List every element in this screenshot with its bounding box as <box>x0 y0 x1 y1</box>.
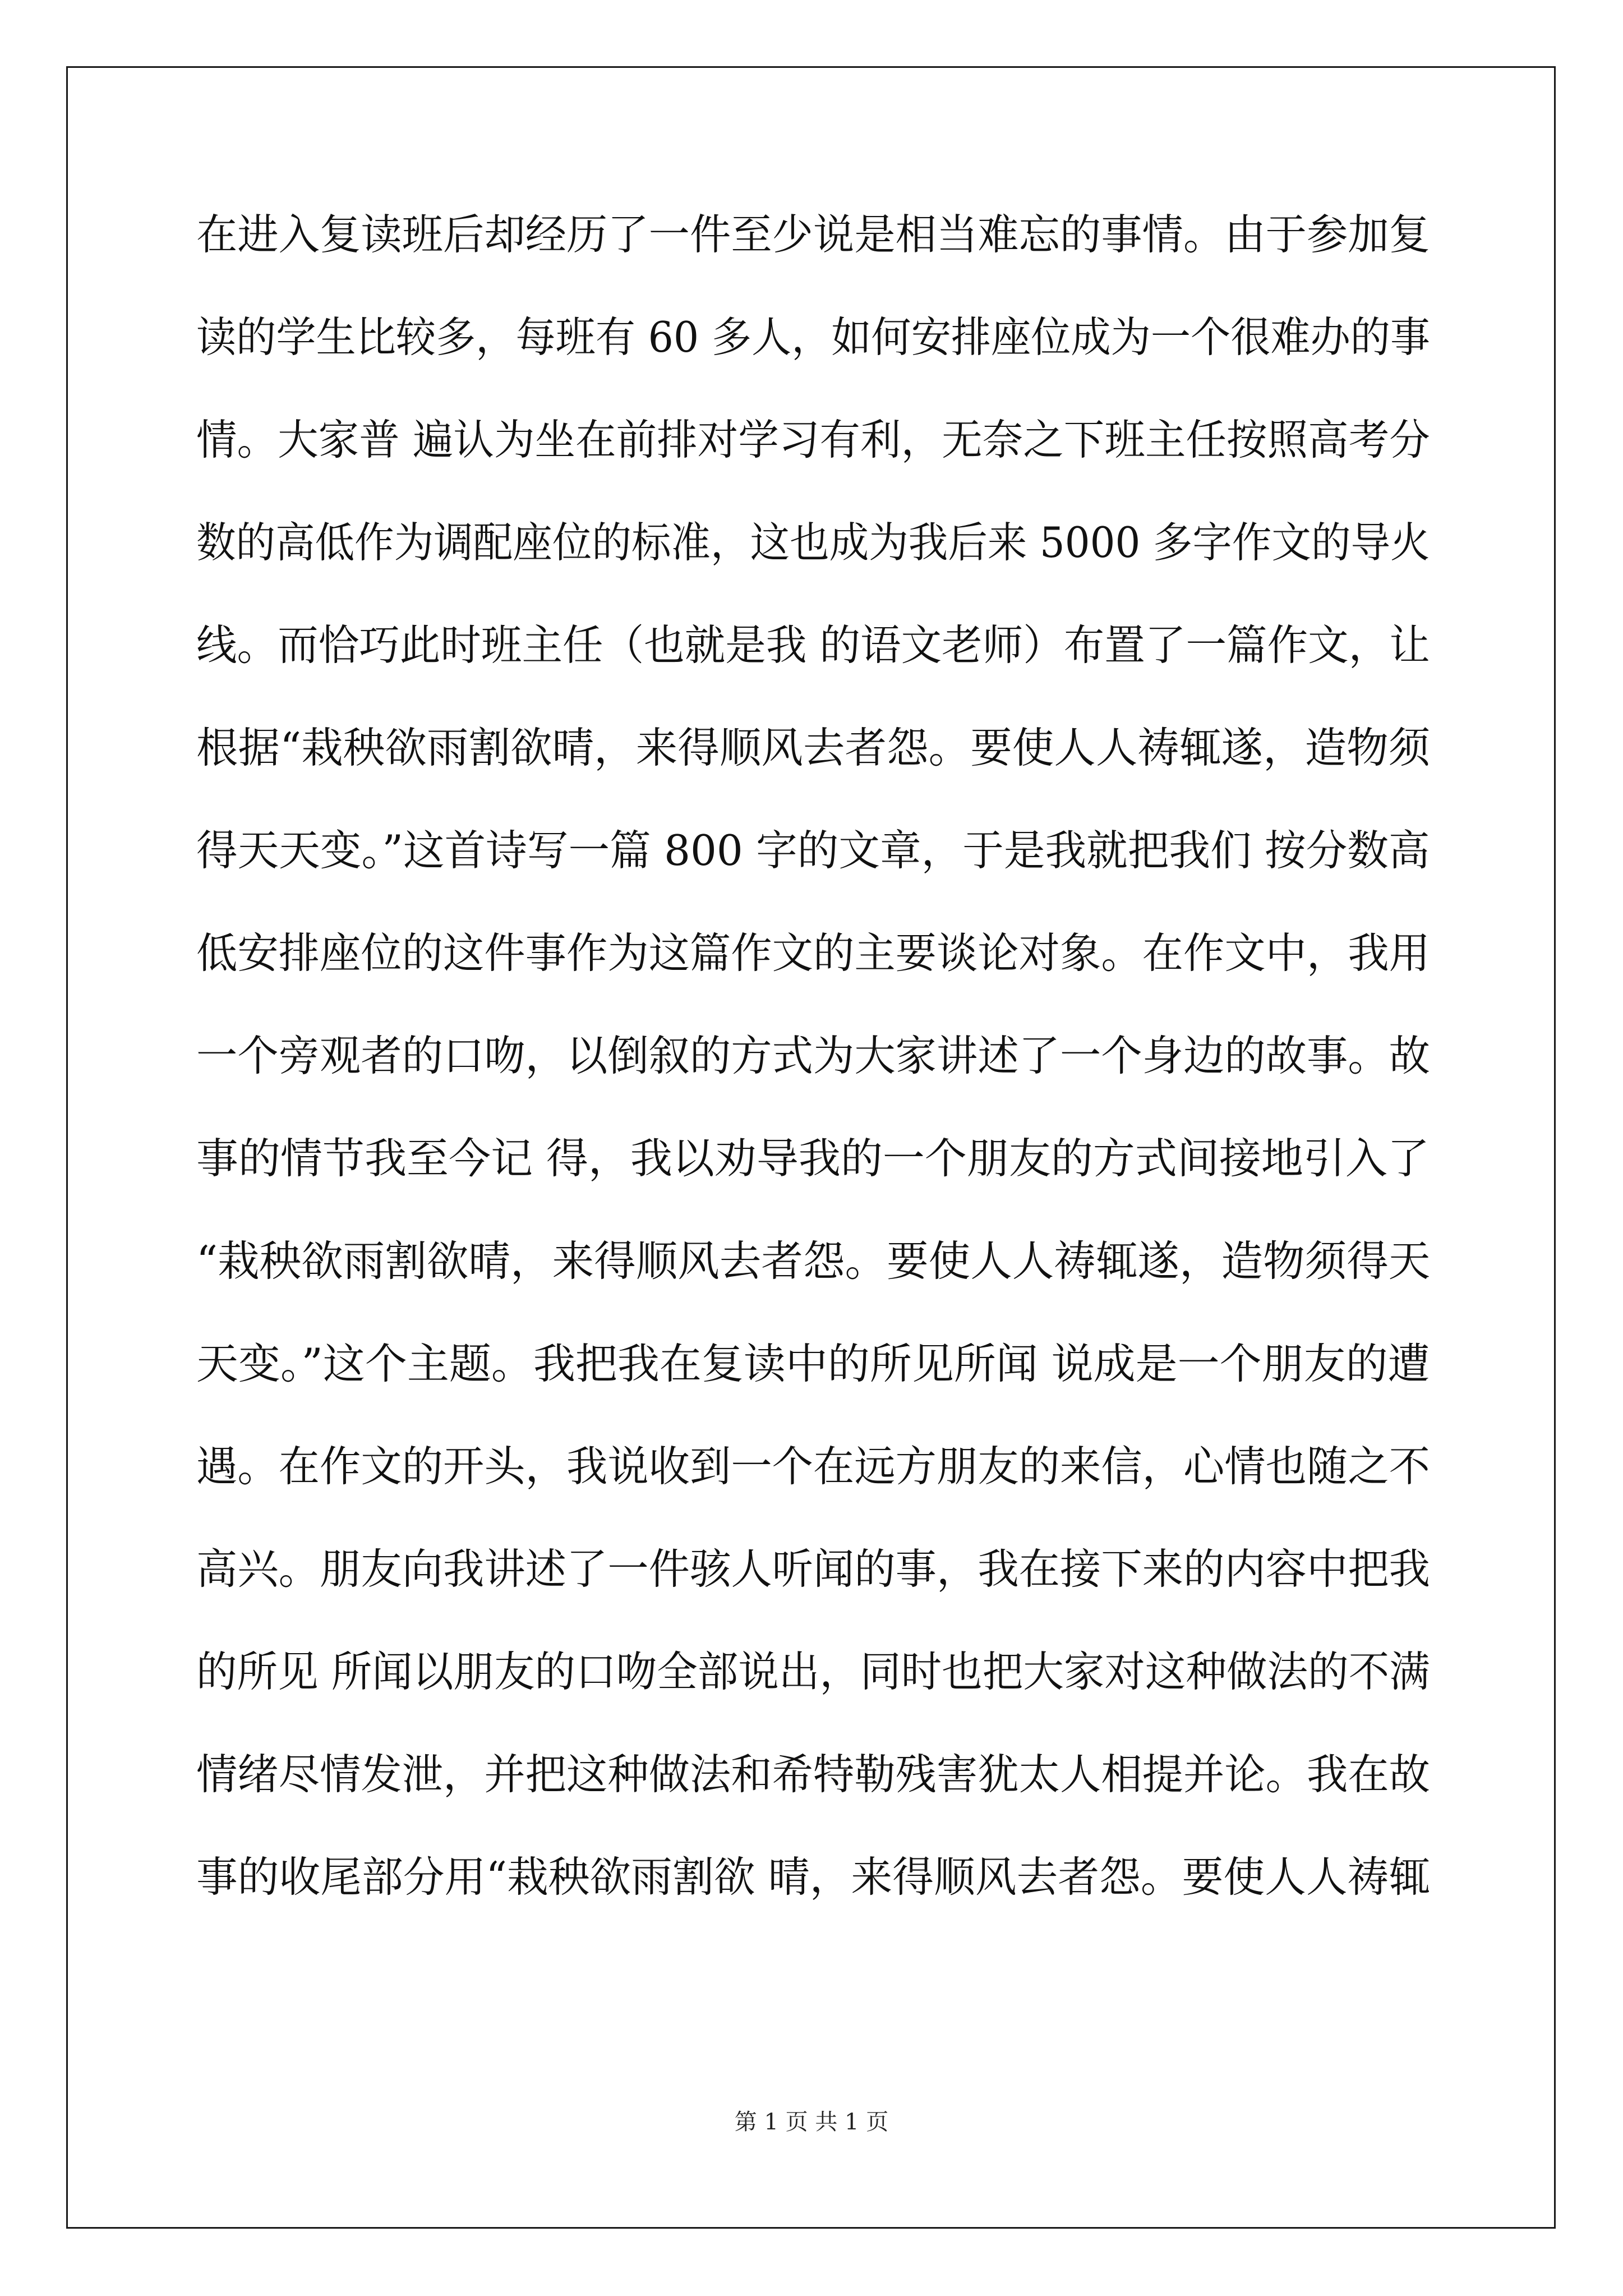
text-line: 低安排座位的这件事作为这篇作文的主要谈论对象。在作文中，我用 <box>196 928 1431 978</box>
text-line: “栽秧欲雨割欲晴，来得顺风去者怨。要使人人祷辄遂，造物须得天 <box>196 1236 1431 1286</box>
text-line: 事的收尾部分用“栽秧欲雨割欲 晴，来得顺风去者怨。要使人人祷辄 <box>196 1852 1431 1902</box>
text-line: 得天天变。”这首诗写一篇 800 字的文章，于是我就把我们 按分数高 <box>196 826 1430 875</box>
text-line: 遇。在作文的开头，我说收到一个在远方朋友的来信，心情也随之不 <box>196 1442 1431 1491</box>
text-line: 高兴。朋友向我讲述了一件骇人听闻的事，我在接下来的内容中把我 <box>196 1544 1431 1594</box>
text-line: 线。而恰巧此时班主任（也就是我 的语文老师）布置了一篇作文，让 <box>196 620 1430 670</box>
text-line: 的所见 所闻以朋友的口吻全部说出，同时也把大家对这种做法的不满 <box>196 1647 1430 1696</box>
text-line: 事的情节我至今记 得，我以劝导我的一个朋友的方式间接地引入了 <box>196 1134 1430 1183</box>
text-line: 情。大家普 遍认为坐在前排对学习有利，无奈之下班主任按照高考分 <box>196 415 1430 464</box>
text-line: 根据“栽秧欲雨割欲晴，来得顺风去者怨。要使人人祷辄遂，造物须 <box>196 723 1431 772</box>
text-line: 在进入复读班后却经历了一件至少说是相当难忘的事情。由于参加复 <box>196 210 1431 259</box>
page-number-footer: 第 1 页 共 1 页 <box>734 2109 889 2135</box>
text-line: 情绪尽情发泄，并把这种做法和希特勒残害犹太人相提并论。我在故 <box>196 1750 1431 1799</box>
text-line: 数的高低作为调配座位的标准，这也成为我后来 5000 多字作文的导火 <box>196 518 1430 567</box>
text-line: 天变。”这个主题。我把我在复读中的所见所闻 说成是一个朋友的遭 <box>196 1339 1430 1388</box>
text-line: 一个旁观者的口吻，以倒叙的方式为大家讲述了一个身边的故事。故 <box>196 1031 1431 1080</box>
text-line: 读的学生比较多，每班有 60 多人，如何安排座位成为一个很难办的事 <box>196 312 1431 362</box>
